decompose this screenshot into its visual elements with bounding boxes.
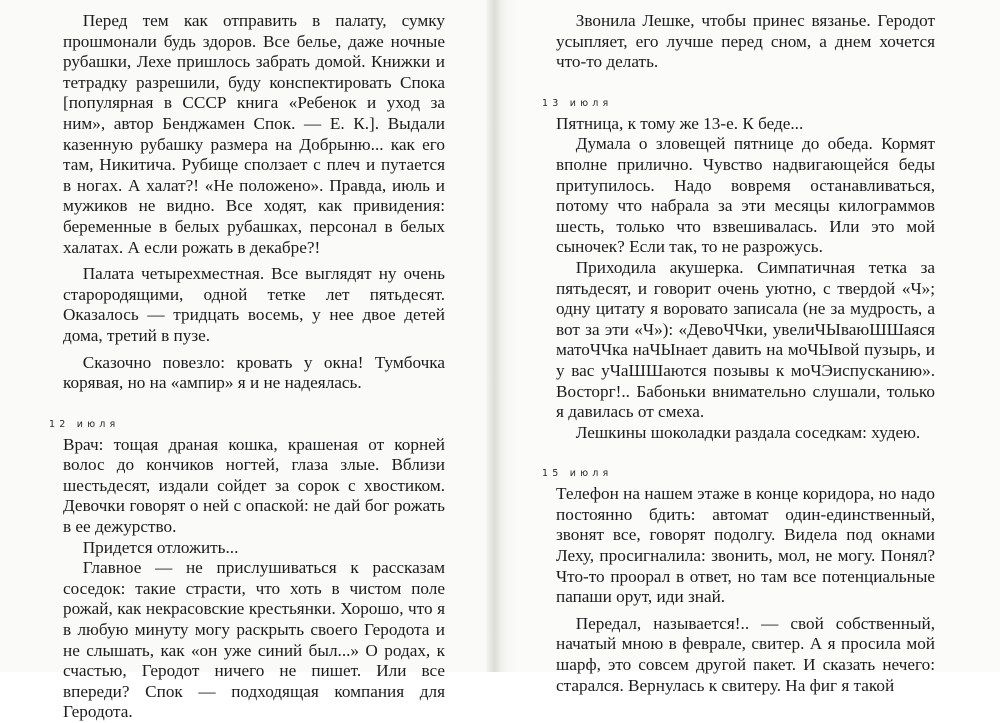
paragraph: Придется отложить... — [82, 537, 239, 557]
left-page — [0, 0, 497, 722]
paragraph: Сказочно повезло: кровать у окна! Тумбочка корявая, но на «ампир» я и не надеялась. — [63, 352, 445, 393]
paragraph: Врач: тощая драная кошка, крашеная от корней волос до кончиков ногтей, глаза злые. Вблизи шестьдесят, издали сойдет за сорок с хвостиком. Девочки говорят о ней с опаской: не дай бог рожать в ее дежурство. — [63, 434, 445, 537]
paragraph: Главное — не прислушиваться к рассказам соседок: такие страсти, что хоть в чистом поле рожай, как некрасовские крестьянки. Хорошо, что я в любую минуту могу раскрыть своего Геродота и не слышать, как «он уже синий был...» О родах, к счастью, Геродот ничего не пишет. Или все впереди? Спок — подходящая компания для Геродота. — [63, 558, 445, 722]
paragraph: Перед тем как отправить в палату, сумку прошмонали будь здоров. Все белье, даже ночные рубашки, Лехе пришлось забрать домой. Книжки и тетрадку разрешили, буду конспектировать Спока [популярная в СССР книга «Ребенок и уход за ним», автор Бенджамен Спок. — Е. К.]. Выдали казенную рубашку размера на Добрыню... как его там, Никитича. Рубище сползает с плеч и путается в ногах. А халат?! «Не положено». Правда, июль и мужиков не видно. Все ходят, как привидения: беременные в белых рубашках, персонал в белых халатах. А если рожать в декабре?! — [63, 11, 445, 257]
paragraph: Пятница, к тому же 13-е. К беде... — [556, 113, 804, 133]
date-heading: 13 июля — [542, 97, 613, 109]
date-heading: 12 июля — [49, 418, 120, 430]
paragraph: Приходила акушерка. Симпатичная тетка за пятьдесят, и говорит очень уютно, с твердой «Ч»; одну цитату я воровато записала (не за мудрость, а вот за эти «Ч»): «ДевоЧЧки, увелиЧЫваюШШаяся матоЧЧка наЧЫнает давить на моЧЫвой пузырь, и у вас уЧаШШаются позывы к моЧЭиспусканию». Восторг!.. Бабоньки внимательно слушали, только я давилась от смеха. — [556, 257, 935, 422]
paragraph: Палата четырехместная. Все выглядят ну очень старородящими, одной тетке лет пятьдесят. Оказалось — тридцать восемь, у нее двое детей дома, третий в пузе. — [63, 264, 445, 345]
right-page — [497, 0, 1000, 695]
date-heading: 15 июля — [542, 468, 613, 480]
left-page-text — [49, 11, 445, 723]
paragraph: Передал, называется!.. — свой собственный, начатый мною в феврале, свитер. А я просила мой шарф, это совсем другой пакет. И сказать нечего: старался. Вернулась к свитеру. На фиг я такой — [556, 613, 935, 695]
paragraph: Телефон на нашем этаже в конце коридора, но надо постоянно бдить: автомат один-единственный, звонят все, говорят подолгу. Видела под окнами Леху, просигналила: звонить, мол, не могу. Понял? Что-то проорал в ответ, но там все потенциальные папаши орут, иди знай. — [556, 484, 935, 607]
right-page-text — [542, 11, 935, 696]
paragraph: Лешкины шоколадки раздала соседкам: худею. — [575, 422, 921, 442]
book-gutter — [486, 0, 500, 672]
paragraph: Звонила Лешке, чтобы принес вязанье. Геродот усыпляет, его лучше перед сном, а днем хочется что-то делать. — [556, 11, 935, 72]
paragraph: Думала о зловещей пятнице до обеда. Кормят вполне прилично. Чувство надвигающейся беды притупилось. Надо вовремя останавливаться, потому что набрала за эти месяцы килограммов шесть, только что взвешивалась. Или это мой сыночек? Если так, то не разрожусь. — [556, 134, 935, 257]
